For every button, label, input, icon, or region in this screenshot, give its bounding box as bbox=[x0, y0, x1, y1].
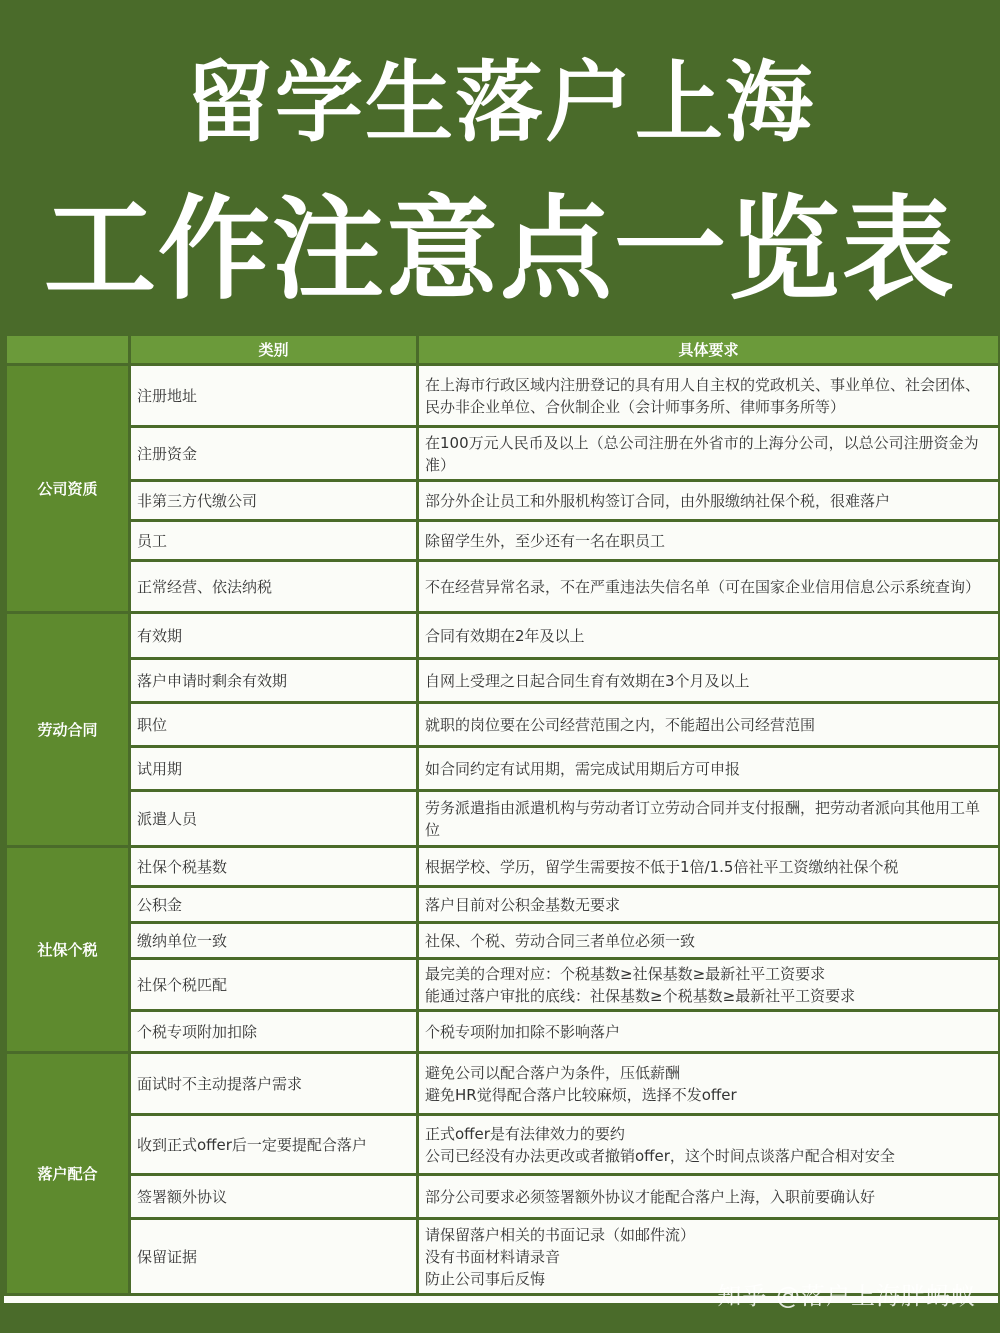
requirement-line: 如合同约定有试用期，需完成试用期后方可申报 bbox=[425, 759, 741, 778]
requirement-line: 合同有效期在2年及以上 bbox=[425, 626, 585, 645]
item-cell: 注册资金 bbox=[130, 427, 418, 481]
item-cell: 社保个税基数 bbox=[130, 847, 418, 887]
table-row bbox=[6, 703, 1000, 747]
requirement-line: 不在经营异常名录，不在严重违法失信名单（可在国家企业信用信息公示系统查询） bbox=[425, 577, 981, 596]
requirement-cell bbox=[418, 365, 1000, 427]
requirement-line: 请保留落户相关的书面记录（如邮件流） bbox=[425, 1225, 696, 1244]
item-cell: 试用期 bbox=[130, 747, 418, 791]
table-row bbox=[6, 1011, 1000, 1053]
table-row bbox=[6, 923, 1000, 959]
watermark: 知乎 @落户上海胖蚂蚁 bbox=[717, 1282, 976, 1310]
requirement-cell bbox=[418, 481, 1000, 521]
table-row bbox=[6, 481, 1000, 521]
requirement-cell bbox=[418, 1175, 1000, 1219]
requirement-line: 社保、个税、劳动合同三者单位必须一致 bbox=[425, 931, 696, 950]
requirement-cell bbox=[418, 847, 1000, 887]
requirement-line: 避免公司以配合落户为条件，压低薪酬 bbox=[425, 1063, 681, 1082]
table-row bbox=[6, 1115, 1000, 1175]
requirement-cell bbox=[418, 561, 1000, 613]
requirement-cell bbox=[418, 959, 1000, 1011]
table-row bbox=[6, 561, 1000, 613]
requirement-line: 部分外企让员工和外服机构签订合同，由外服缴纳社保个税，很难落户 bbox=[425, 491, 891, 510]
table-header-row bbox=[6, 335, 1000, 365]
requirement-cell bbox=[418, 1053, 1000, 1115]
table-row bbox=[6, 659, 1000, 703]
requirement-cell bbox=[418, 887, 1000, 923]
item-cell: 个税专项附加扣除 bbox=[130, 1011, 418, 1053]
requirement-line: 没有书面材料请录音 bbox=[425, 1247, 561, 1266]
item-cell: 有效期 bbox=[130, 613, 418, 659]
header-category: 类别 bbox=[130, 335, 418, 365]
item-cell: 非第三方代缴公司 bbox=[130, 481, 418, 521]
requirement-cell bbox=[418, 747, 1000, 791]
requirements-table bbox=[4, 333, 1000, 1296]
item-cell: 缴纳单位一致 bbox=[130, 923, 418, 959]
page-title-line2: 工作注意点一览表 bbox=[44, 185, 956, 315]
requirement-cell bbox=[418, 613, 1000, 659]
item-cell: 签署额外协议 bbox=[130, 1175, 418, 1219]
requirement-cell bbox=[418, 923, 1000, 959]
item-cell: 正常经营、依法纳税 bbox=[130, 561, 418, 613]
requirement-line: 最完美的合理对应：个税基数≥社保基数≥最新社平工资要求 bbox=[425, 964, 826, 983]
header-requirement: 具体要求 bbox=[418, 335, 1000, 365]
requirement-cell bbox=[418, 1011, 1000, 1053]
page-title-line1: 留学生落户上海 bbox=[184, 51, 815, 154]
category-cell: 落户配合 bbox=[6, 1053, 130, 1295]
requirement-cell bbox=[418, 521, 1000, 561]
requirements-table-wrap bbox=[4, 333, 998, 1303]
title-block bbox=[0, 0, 1000, 330]
item-cell: 面试时不主动提落户需求 bbox=[130, 1053, 418, 1115]
requirement-line: 个税专项附加扣除不影响落户 bbox=[425, 1022, 621, 1041]
table-row bbox=[6, 427, 1000, 481]
requirement-line: 正式offer是有法律效力的要约 bbox=[425, 1124, 625, 1143]
item-cell: 职位 bbox=[130, 703, 418, 747]
item-cell: 员工 bbox=[130, 521, 418, 561]
category-cell: 社保个税 bbox=[6, 847, 130, 1053]
requirement-line: 在上海市行政区域内注册登记的具有用人自主权的党政机关、事业单位、社会团体、民办非企业单位、合伙制企业（会计师事务所、律师事务所等） bbox=[425, 375, 981, 416]
table-row bbox=[6, 613, 1000, 659]
item-cell: 收到正式offer后一定要提配合落户 bbox=[130, 1115, 418, 1175]
item-cell: 派遣人员 bbox=[130, 791, 418, 847]
requirement-cell bbox=[418, 1115, 1000, 1175]
table-row bbox=[6, 887, 1000, 923]
requirement-line: 防止公司事后反悔 bbox=[425, 1269, 546, 1288]
table-row bbox=[6, 1053, 1000, 1115]
requirement-cell bbox=[418, 427, 1000, 481]
table-body bbox=[6, 365, 1000, 1295]
table-row bbox=[6, 521, 1000, 561]
item-cell: 社保个税匹配 bbox=[130, 959, 418, 1011]
requirement-line: 能通过落户审批的底线：社保基数≥个税基数≥最新社平工资要求 bbox=[425, 986, 856, 1005]
item-cell: 公积金 bbox=[130, 887, 418, 923]
requirement-line: 在100万元人民币及以上（总公司注册在外省市的上海分公司，以总公司注册资金为准） bbox=[425, 433, 979, 474]
requirement-line: 自网上受理之日起合同生育有效期在3个月及以上 bbox=[425, 671, 750, 690]
requirement-cell bbox=[418, 791, 1000, 847]
table-row bbox=[6, 847, 1000, 887]
category-cell: 公司资质 bbox=[6, 365, 130, 613]
table-row bbox=[6, 959, 1000, 1011]
table-row bbox=[6, 791, 1000, 847]
requirement-line: 根据学校、学历，留学生需要按不低于1倍/1.5倍社平工资缴纳社保个税 bbox=[425, 857, 899, 876]
requirement-cell bbox=[418, 703, 1000, 747]
requirement-line: 就职的岗位要在公司经营范围之内，不能超出公司经营范围 bbox=[425, 715, 816, 734]
header-corner bbox=[6, 335, 130, 365]
table-row bbox=[6, 365, 1000, 427]
requirement-line: 部分公司要求必须签署额外协议才能配合落户上海，入职前要确认好 bbox=[425, 1187, 876, 1206]
requirement-line: 劳务派遣指由派遣机构与劳动者订立劳动合同并支付报酬，把劳动者派向其他用工单位 bbox=[425, 798, 981, 839]
requirement-line: 公司已经没有办法更改或者撤销offer，这个时间点谈落户配合相对安全 bbox=[425, 1146, 895, 1165]
requirement-line: 避免HR觉得配合落户比较麻烦，选择不发offer bbox=[425, 1085, 737, 1104]
item-cell: 保留证据 bbox=[130, 1219, 418, 1295]
table-row bbox=[6, 1175, 1000, 1219]
category-cell: 劳动合同 bbox=[6, 613, 130, 847]
requirement-cell bbox=[418, 659, 1000, 703]
table-row bbox=[6, 747, 1000, 791]
item-cell: 注册地址 bbox=[130, 365, 418, 427]
item-cell: 落户申请时剩余有效期 bbox=[130, 659, 418, 703]
requirement-line: 除留学生外，至少还有一名在职员工 bbox=[425, 531, 666, 550]
requirement-line: 落户目前对公积金基数无要求 bbox=[425, 895, 621, 914]
